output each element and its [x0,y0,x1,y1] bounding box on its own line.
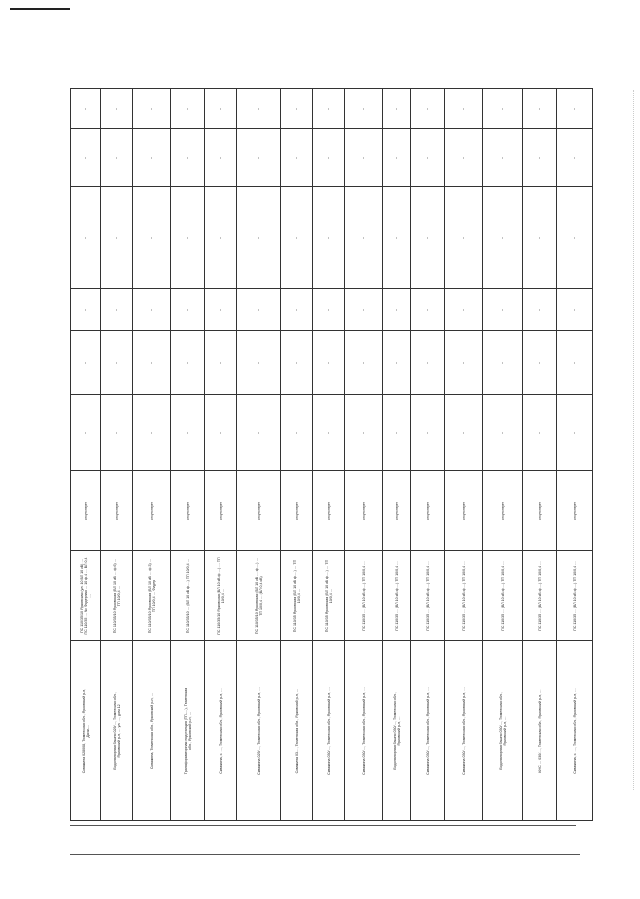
cell-object-text: ПС 110/35 … (ВЛ 10 кВ ф.…) ТП 10/0,4 … [572,560,577,631]
table-cell [101,129,133,187]
cell-object-text: ПС 110/35/10 Ярковская (ВЛ 10 кВ … ф.6) … ТП 10/0,4 … [112,558,121,633]
table-cell [383,187,411,289]
cell-address-text: Скважина 03…, Тюменская обл., Ярковский р-н, … [294,688,299,773]
cell-object-text: ПС 110/35 Ярковская (ВЛ 10 кВ ф.…) … ТП 10/0,4 … [292,559,301,632]
table-cell [237,331,281,395]
table-cell [237,471,281,551]
cell-c9-text: - [184,107,191,110]
table-cell [171,129,205,187]
table-band-status [71,471,593,551]
table-cell [171,471,205,551]
cell-c9-text: - [82,107,89,110]
table-cell [101,331,133,395]
table-cell [313,395,345,471]
cell-object-text: ПС 110/35 … (ВЛ 10 кВ ф.…) ТП 10/0,4 … [361,560,366,631]
table-cell [345,551,383,641]
cell-c4-text: - [424,431,431,434]
table-cell [133,187,171,289]
table-cell [205,395,237,471]
table-cell [557,471,593,551]
cell-status-text: отсутствует [461,501,466,520]
table-cell [411,89,445,129]
table-cell [205,471,237,551]
table-cell [383,471,411,551]
table-cell [101,395,133,471]
scan-edge [633,90,635,790]
table-cell [345,89,383,129]
cell-c7-text: - [217,236,224,239]
table-cell [345,331,383,395]
cell-c7-text: - [360,236,367,239]
cell-c5-text: - [424,361,431,364]
cell-c6-text: - [393,308,400,311]
cell-c6-text: - [325,308,332,311]
cell-c9-text: - [360,107,367,110]
table-cell [171,187,205,289]
table-cell [411,395,445,471]
cell-status-text: отсутствует [394,501,399,520]
table-band-c5 [71,331,593,395]
scan-mark [10,8,70,10]
table-cell [411,641,445,821]
table-cell [281,129,313,187]
table-cell [101,289,133,331]
table-cell [483,89,523,129]
table-cell [237,641,281,821]
cell-c9-text: - [148,107,155,110]
table-cell [171,551,205,641]
cell-object-text: ПС 110/35 … (ВЛ 10 кВ ф.…) ТП 10/0,4 … [500,560,505,631]
cell-c5-text: - [571,361,578,364]
table-cell [383,89,411,129]
cell-c4-text: - [217,431,224,434]
table-cell [71,395,101,471]
table-cell [281,551,313,641]
table-cell [483,129,523,187]
cell-c5-text: - [255,361,262,364]
table-cell [313,129,345,187]
cell-c8-text: - [184,156,191,159]
data-table [70,88,593,821]
table-cell [205,129,237,187]
cell-address-text: Скважина, Тюменская обл., Ярковский р-н, … [149,692,154,769]
table-cell [205,187,237,289]
cell-address-text: Скважина 030/…, Тюменская обл., Ярковский р-н, … [425,686,430,775]
cell-address-text: Скважина 030/…, Тюменская обл., Ярковский р-н, … [326,686,331,775]
table-cell [445,129,483,187]
table-cell [281,187,313,289]
cell-c4-text: - [82,431,89,434]
cell-c8-text: - [536,156,543,159]
cell-status-text: отсутствует [500,501,505,520]
table-cell [445,89,483,129]
cell-c5-text: - [536,361,543,364]
table-cell [383,331,411,395]
table-band-c8 [71,129,593,187]
table-cell [523,471,557,551]
table-cell [523,395,557,471]
table-cell [133,641,171,821]
cell-object-text: ПС 110/35 … (ВЛ 10 кВ ф.…) ТП 10/0,4 … [461,560,466,631]
table-cell [101,551,133,641]
cell-c4-text: - [393,431,400,434]
table-cell [523,641,557,821]
table-cell [345,289,383,331]
table-cell [71,89,101,129]
cell-c8-text: - [113,156,120,159]
cell-c7-text: - [293,236,300,239]
cell-status-text: отсутствует [537,501,542,520]
cell-c7-text: - [113,236,120,239]
cell-status-text: отсутствует [83,501,88,520]
cell-c5-text: - [393,361,400,364]
table-cell [133,395,171,471]
cell-c5-text: - [360,361,367,364]
table-cell [237,289,281,331]
table-band-object [71,551,593,641]
table-cell [523,129,557,187]
cell-c9-text: - [499,107,506,110]
cell-status-text: отсутствует [294,501,299,520]
cell-address-text: Водонапорная башня 030/…, Тюменская обл., Ярковский р-н, … [498,691,507,770]
cell-c5-text: - [184,361,191,364]
table-cell [313,331,345,395]
table-cell [345,641,383,821]
cell-address-text: Скважина 029/…, Тюменская обл., Ярковский р-н, … [256,686,261,775]
cell-c9-text: - [571,107,578,110]
table-cell [411,129,445,187]
table-cell [101,89,133,129]
table-cell [101,641,133,821]
table-cell [171,641,205,821]
cell-status-text: отсутствует [361,501,366,520]
cell-c4-text: - [536,431,543,434]
table-cell [411,331,445,395]
table-cell [205,289,237,331]
cell-object-text: ПС 110/35 … (ВЛ 10 кВ ф.…) ТП 10/0,4 … [394,560,399,631]
table-band-c4 [71,395,593,471]
cell-object-text: ПС 110/35/10 … (ВЛ 10 кВ ф.…) ТП 10/0,4 … [185,558,190,633]
table-cell [345,395,383,471]
table-cell [71,551,101,641]
table-cell [523,551,557,641]
cell-address-text: Водонапорная башня 029/…, Тюменская обл., Ярковский р-н, … ул. …, дом 12 [112,691,121,770]
cell-c9-text: - [424,107,431,110]
cell-c6-text: - [255,308,262,311]
table-cell [523,289,557,331]
table-cell [313,89,345,129]
cell-address-text: Трансформаторная подстанция (ТП-…), Тюменская обл., Ярковский р-н, … [183,687,192,774]
table-cell [281,289,313,331]
table-cell [133,89,171,129]
rotated-table [70,88,578,820]
cell-c9-text: - [393,107,400,110]
cell-c8-text: - [217,156,224,159]
cell-address-text: Скважина, с. …, Тюменская обл., Ярковский р-н, … [218,687,223,774]
cell-object-text: ПС 110/35/10 Ярковская (ВЛ 10 кВ ф.…) … ТП 10/0,4 … [216,556,225,635]
cell-c7-text: - [536,236,543,239]
cell-c4-text: - [325,431,332,434]
table-cell [237,129,281,187]
table-cell [557,395,593,471]
cell-object-text: ПС 110/35/10 Ярковская (ул. 10 ВЛ 10 кВ) … ПС 110/35 … № Фидерная … 10 ф.4 … ВЛ 0,4 … [79,557,92,634]
table-cell [345,187,383,289]
cell-address-text: Скважина, с. …, Тюменская обл., Ярковский р-н, … [572,687,577,774]
table-cell [71,129,101,187]
table-cell [557,187,593,289]
table-cell [345,471,383,551]
cell-status-text: отсутствует [256,501,261,520]
cell-object-text: ПС 110/35 … (ВЛ 10 кВ ф.…) ТП 10/0,4 … [537,560,542,631]
cell-c6-text: - [571,308,578,311]
cell-c6-text: - [184,308,191,311]
cell-c5-text: - [293,361,300,364]
cell-c4-text: - [499,431,506,434]
table-cell [281,471,313,551]
table-cell [411,551,445,641]
cell-c4-text: - [360,431,367,434]
table-cell [313,551,345,641]
table-cell [71,289,101,331]
cell-c7-text: - [571,236,578,239]
cell-address-text: Водонапорная башня 030/…, Тюменская обл., Ярковский р-н, … [392,691,401,770]
table-cell [383,129,411,187]
cell-c6-text: - [424,308,431,311]
cell-c6-text: - [293,308,300,311]
table-cell [281,331,313,395]
table-cell [523,89,557,129]
table-cell [557,129,593,187]
table-cell [237,187,281,289]
table-cell [205,551,237,641]
cell-c8-text: - [82,156,89,159]
table-cell [445,641,483,821]
cell-c8-text: - [499,156,506,159]
cell-status-text: отсутствует [218,501,223,520]
table-cell [171,395,205,471]
table-cell [237,551,281,641]
cell-c8-text: - [325,156,332,159]
table-cell [281,395,313,471]
table-cell [557,89,593,129]
table-cell [313,289,345,331]
table-cell [383,641,411,821]
table-cell [483,289,523,331]
table-cell [133,551,171,641]
table-cell [557,641,593,821]
cell-c6-text: - [499,308,506,311]
table-cell [171,289,205,331]
table-cell [483,471,523,551]
cell-c8-text: - [360,156,367,159]
cell-c7-text: - [82,236,89,239]
table-cell [205,89,237,129]
cell-c6-text: - [360,308,367,311]
table-cell [523,187,557,289]
table-cell [383,395,411,471]
table-cell [445,395,483,471]
cell-c9-text: - [217,107,224,110]
cell-status-text: отсутствует [572,501,577,520]
table-cell [445,289,483,331]
cell-status-text: отсутствует [149,501,154,520]
table-band-c6 [71,289,593,331]
cell-c5-text: - [325,361,332,364]
table-band-c9 [71,89,593,129]
table-cell [133,289,171,331]
cell-address-text: Скважина 028008, Тюменская обл., Ярковский р-н, Дачи-… [81,688,90,773]
cell-c4-text: - [184,431,191,434]
table-cell [445,187,483,289]
table-cell [483,641,523,821]
table-cell [237,395,281,471]
cell-c5-text: - [148,361,155,364]
cell-c8-text: - [424,156,431,159]
cell-object-text: ПС 110/35 Ярковская (ВЛ 10 кВ ф.…) … ТП 10/0,4 … [324,559,333,632]
table-cell [313,641,345,821]
table-cell [71,187,101,289]
cell-c9-text: - [293,107,300,110]
cell-c7-text: - [255,236,262,239]
cell-c4-text: - [113,431,120,434]
table-cell [557,551,593,641]
table-cell [313,471,345,551]
table-cell [557,331,593,395]
table-cell [383,551,411,641]
cell-c4-text: - [148,431,155,434]
table-cell [345,129,383,187]
table-cell [171,89,205,129]
cell-c6-text: - [82,308,89,311]
cell-address-text: Скважина 030/…, Тюменская обл., Ярковский р-н, … [361,686,366,775]
table-cell [445,471,483,551]
cell-address-text: КНС … 030/…, Тюменская обл., Ярковский р-н, … [537,688,542,773]
table-cell [411,187,445,289]
table-cell [133,471,171,551]
table-cell [383,289,411,331]
cell-c9-text: - [536,107,543,110]
cell-c8-text: - [393,156,400,159]
cell-address-text: Скважина 030/…, Тюменская обл., Ярковский р-н, … [461,686,466,775]
table-band-c7 [71,187,593,289]
table-cell [483,331,523,395]
cell-c5-text: - [82,361,89,364]
cell-object-text: ПС 110/35/10 Ярковская (ВЛ 10 кВ … ф.…) … ТП 10/0,4 … (ВЛ 0,4 кВ) [254,557,263,634]
cell-c5-text: - [113,361,120,364]
table-cell [483,187,523,289]
cell-c8-text: - [460,156,467,159]
cell-status-text: отсутствует [114,501,119,520]
cell-c7-text: - [148,236,155,239]
cell-c4-text: - [293,431,300,434]
table-cell [101,471,133,551]
table-cell [171,331,205,395]
table-cell [411,471,445,551]
cell-c4-text: - [571,431,578,434]
table-cell [313,187,345,289]
cell-c9-text: - [460,107,467,110]
cell-c5-text: - [217,361,224,364]
cell-c4-text: - [255,431,262,434]
table-cell [557,289,593,331]
cell-c8-text: - [293,156,300,159]
cell-c7-text: - [424,236,431,239]
cell-status-text: отсутствует [185,501,190,520]
table-cell [71,331,101,395]
table-cell [281,89,313,129]
cell-c8-text: - [148,156,155,159]
cell-c6-text: - [113,308,120,311]
cell-object-text: ПС 110/35/10 Ярковская (ВЛ 10 кВ … ф.3) … ТП 10/0,4 … Фидер [147,558,156,633]
cell-c7-text: - [499,236,506,239]
cell-c7-text: - [325,236,332,239]
table-cell [133,331,171,395]
cell-c6-text: - [148,308,155,311]
table-cell [281,641,313,821]
table-cell [71,471,101,551]
cell-c6-text: - [460,308,467,311]
cell-c9-text: - [255,107,262,110]
table-cell [445,551,483,641]
cell-status-text: отсутствует [326,501,331,520]
table-cell [445,331,483,395]
table-cell [101,187,133,289]
cell-status-text: отсутствует [425,501,430,520]
table-cell [483,395,523,471]
cell-c6-text: - [536,308,543,311]
cell-c6-text: - [217,308,224,311]
cell-object-text: ПС 110/35 … (ВЛ 10 кВ ф.…) ТП 10/0,4 … [425,560,430,631]
table-cell [483,551,523,641]
table-cell [237,89,281,129]
table-cell [205,331,237,395]
table-cell [133,129,171,187]
table-cell [71,641,101,821]
cell-c8-text: - [571,156,578,159]
cell-c8-text: - [255,156,262,159]
cell-c4-text: - [460,431,467,434]
table-cell [205,641,237,821]
cell-c9-text: - [325,107,332,110]
cell-c5-text: - [499,361,506,364]
cell-c7-text: - [460,236,467,239]
table-cell [523,331,557,395]
cell-c7-text: - [393,236,400,239]
footer-rule-top [70,825,576,826]
table-band-address [71,641,593,821]
cell-c9-text: - [113,107,120,110]
footer-rule-bottom [70,854,580,855]
cell-c5-text: - [460,361,467,364]
table-cell [411,289,445,331]
cell-c7-text: - [184,236,191,239]
